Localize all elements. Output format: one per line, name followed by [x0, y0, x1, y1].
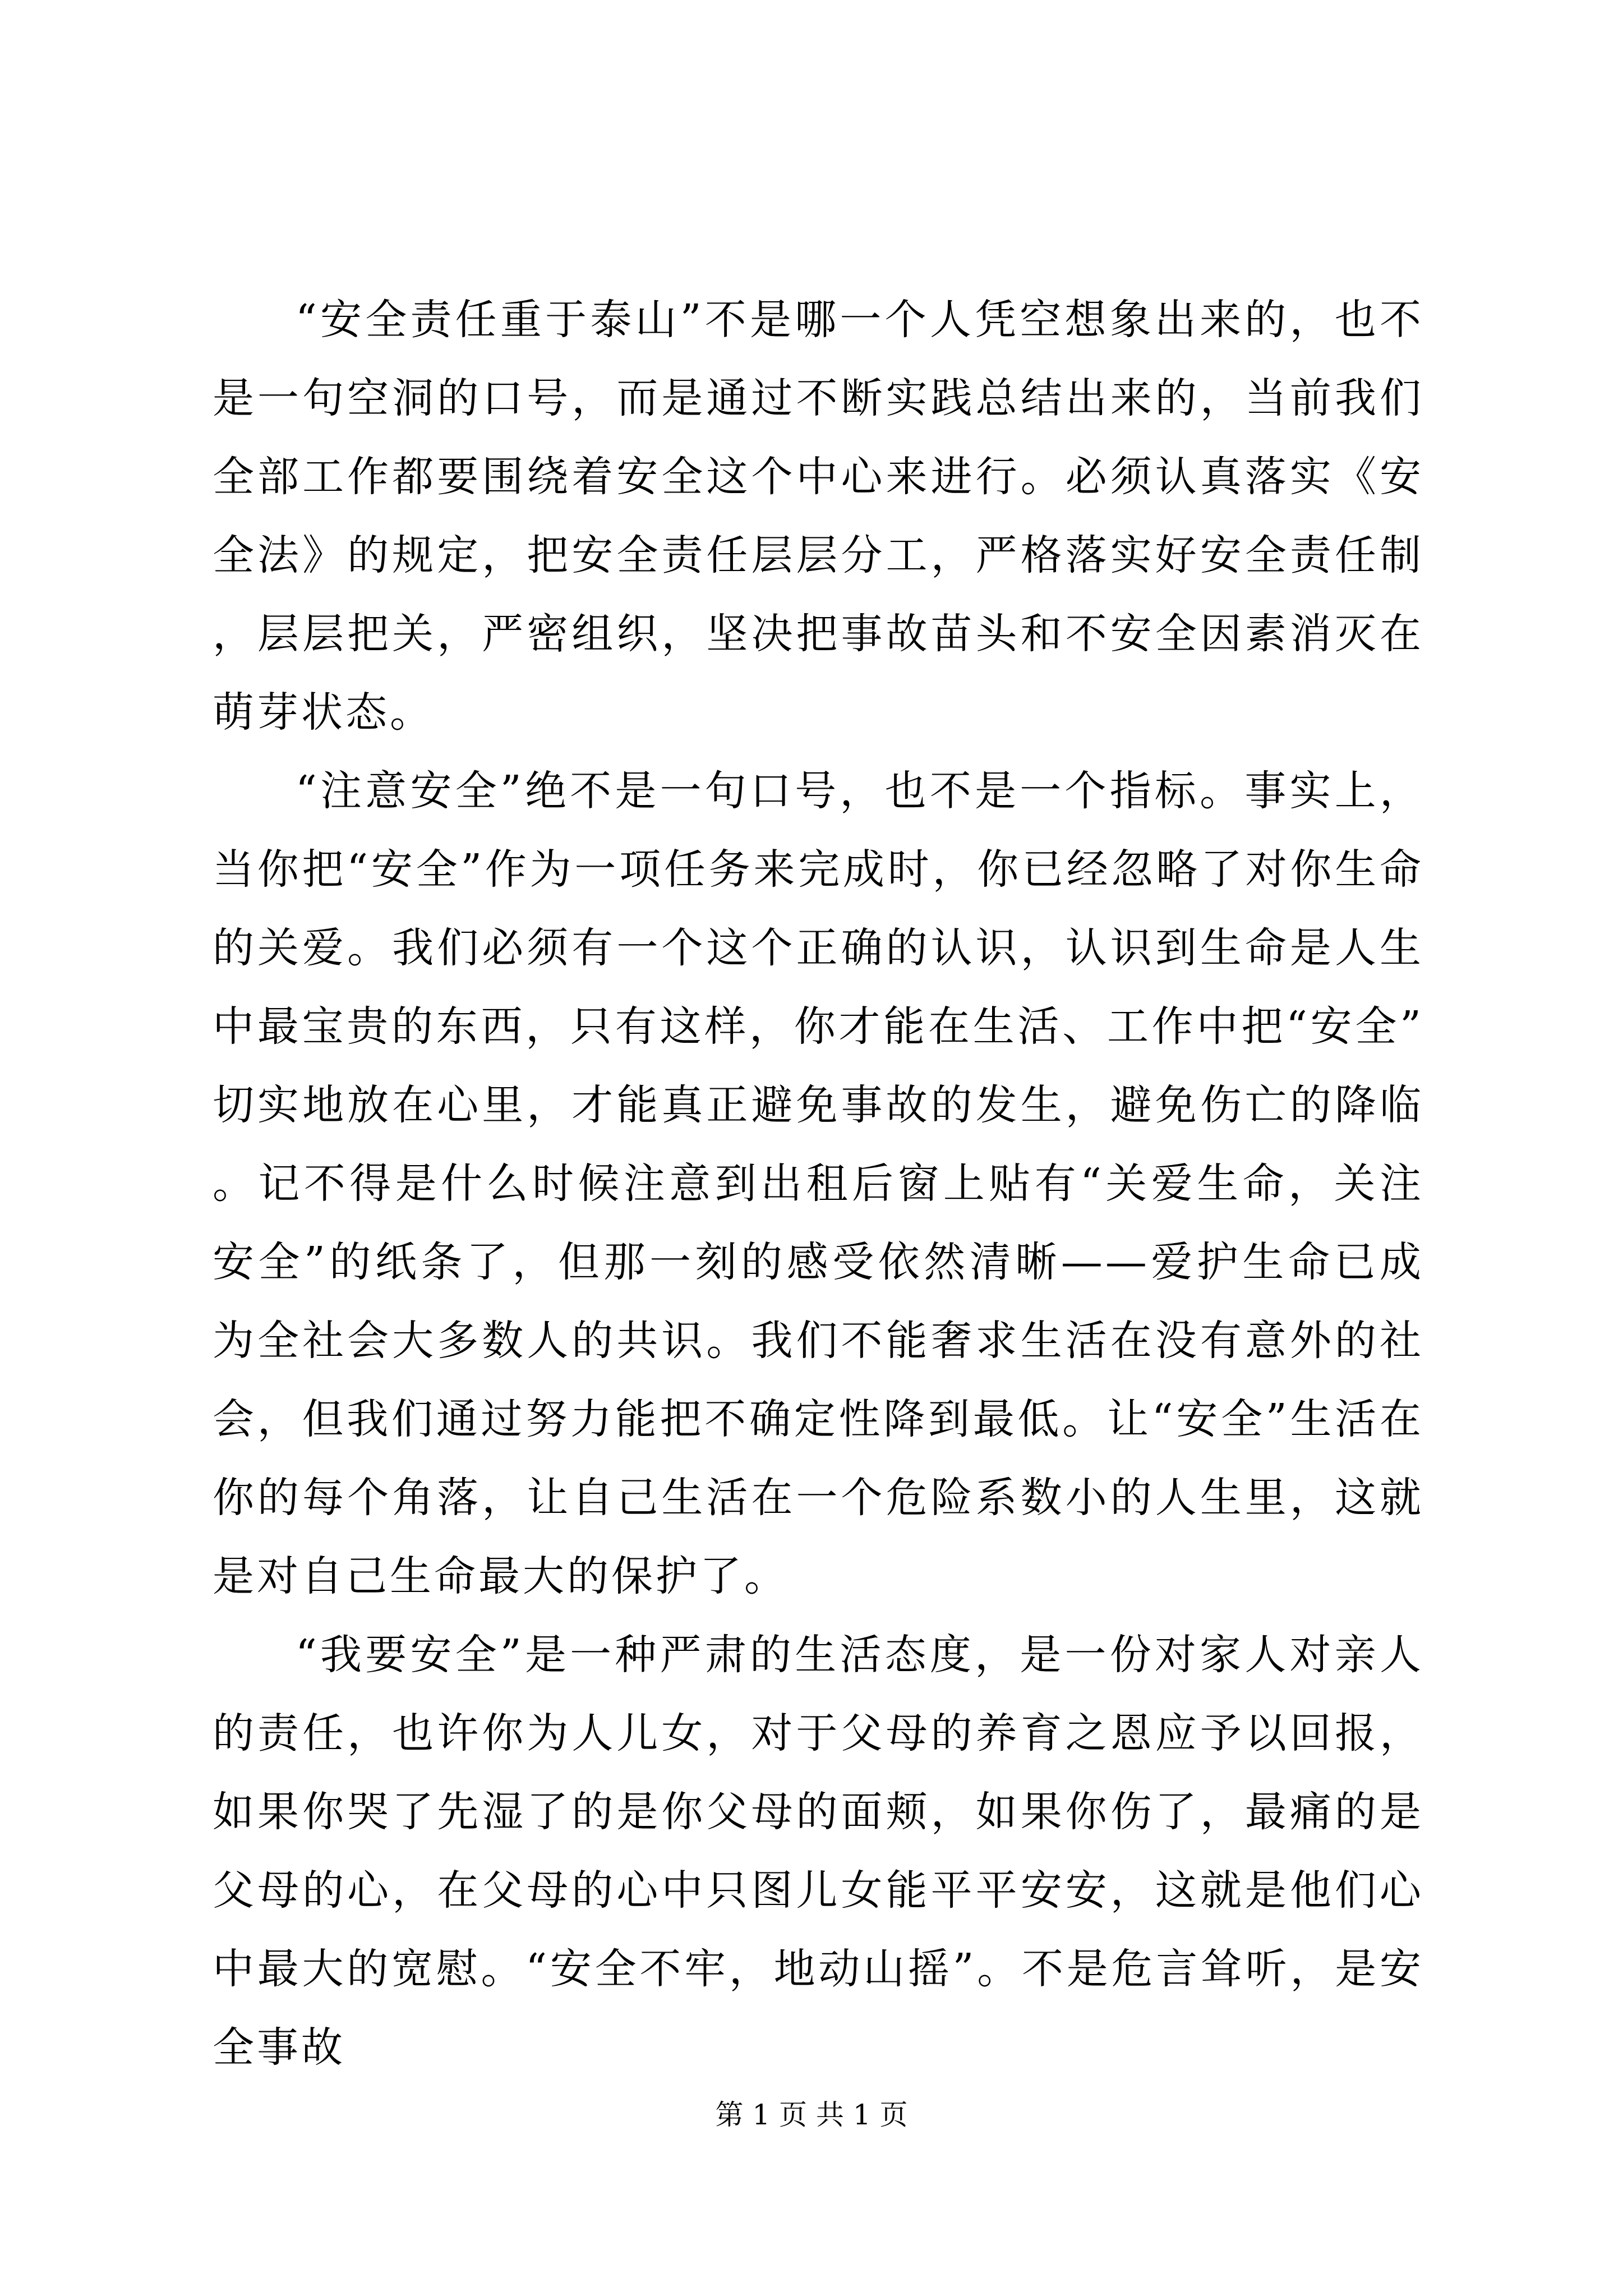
paragraph-2: “注意安全”绝不是一句口号，也不是一个指标。事实上，当你把“安全”作为一项任务来完成时，你已经忽略了对你生命的关爱。我们必须有一个这个正确的认识，认识到生命是人生中最宝贵的东西，只有这样，你才能在生活、工作中把“安全”切实地放在心里，才能真正避免事故的发生，避免伤亡的降临。记不得是什么时候注意到出租后窗上贴有“关爱生命，关注安全”的纸条了，但那一刻的感受依然清晰——爱护生命已成为全社会大多数人的共识。我们不能奢求生活在没有意外的社会，但我们通过努力能把不确定性降到最低。让“安全”生活在你的每个角落，让自己生活在一个危险系数小的人生里，这就是对自己生命最大的保护了。: [213, 767, 1424, 1600]
paragraph-1: “安全责任重于泰山”不是哪一个人凭空想象出来的，也不是一句空洞的口号，而是通过不断实践总结出来的，当前我们全部工作都要围绕着安全这个中心来进行。必须认真落实《安全法》的规定，把安全责任层层分工，严格落实好安全责任制，层层把关，严密组织，坚决把事故苗头和不安全因素消灭在萌芽状态。: [213, 296, 1424, 737]
page-footer: 第 1 页 共 1 页: [715, 2099, 908, 2131]
document-body: [213, 280, 1424, 2087]
paragraph-3: “我要安全”是一种严肃的生活态度，是一份对家人对亲人的责任，也许你为人儿女，对于父母的养育之恩应予以回报，如果你哭了先湿了的是你父母的面颊，如果你伤了，最痛的是父母的心，在父母的心中只图儿女能平平安安，这就是他们心中最大的宽慰。“安全不牢，地动山摇”。不是危言耸听，是安全事故: [213, 1631, 1424, 2072]
